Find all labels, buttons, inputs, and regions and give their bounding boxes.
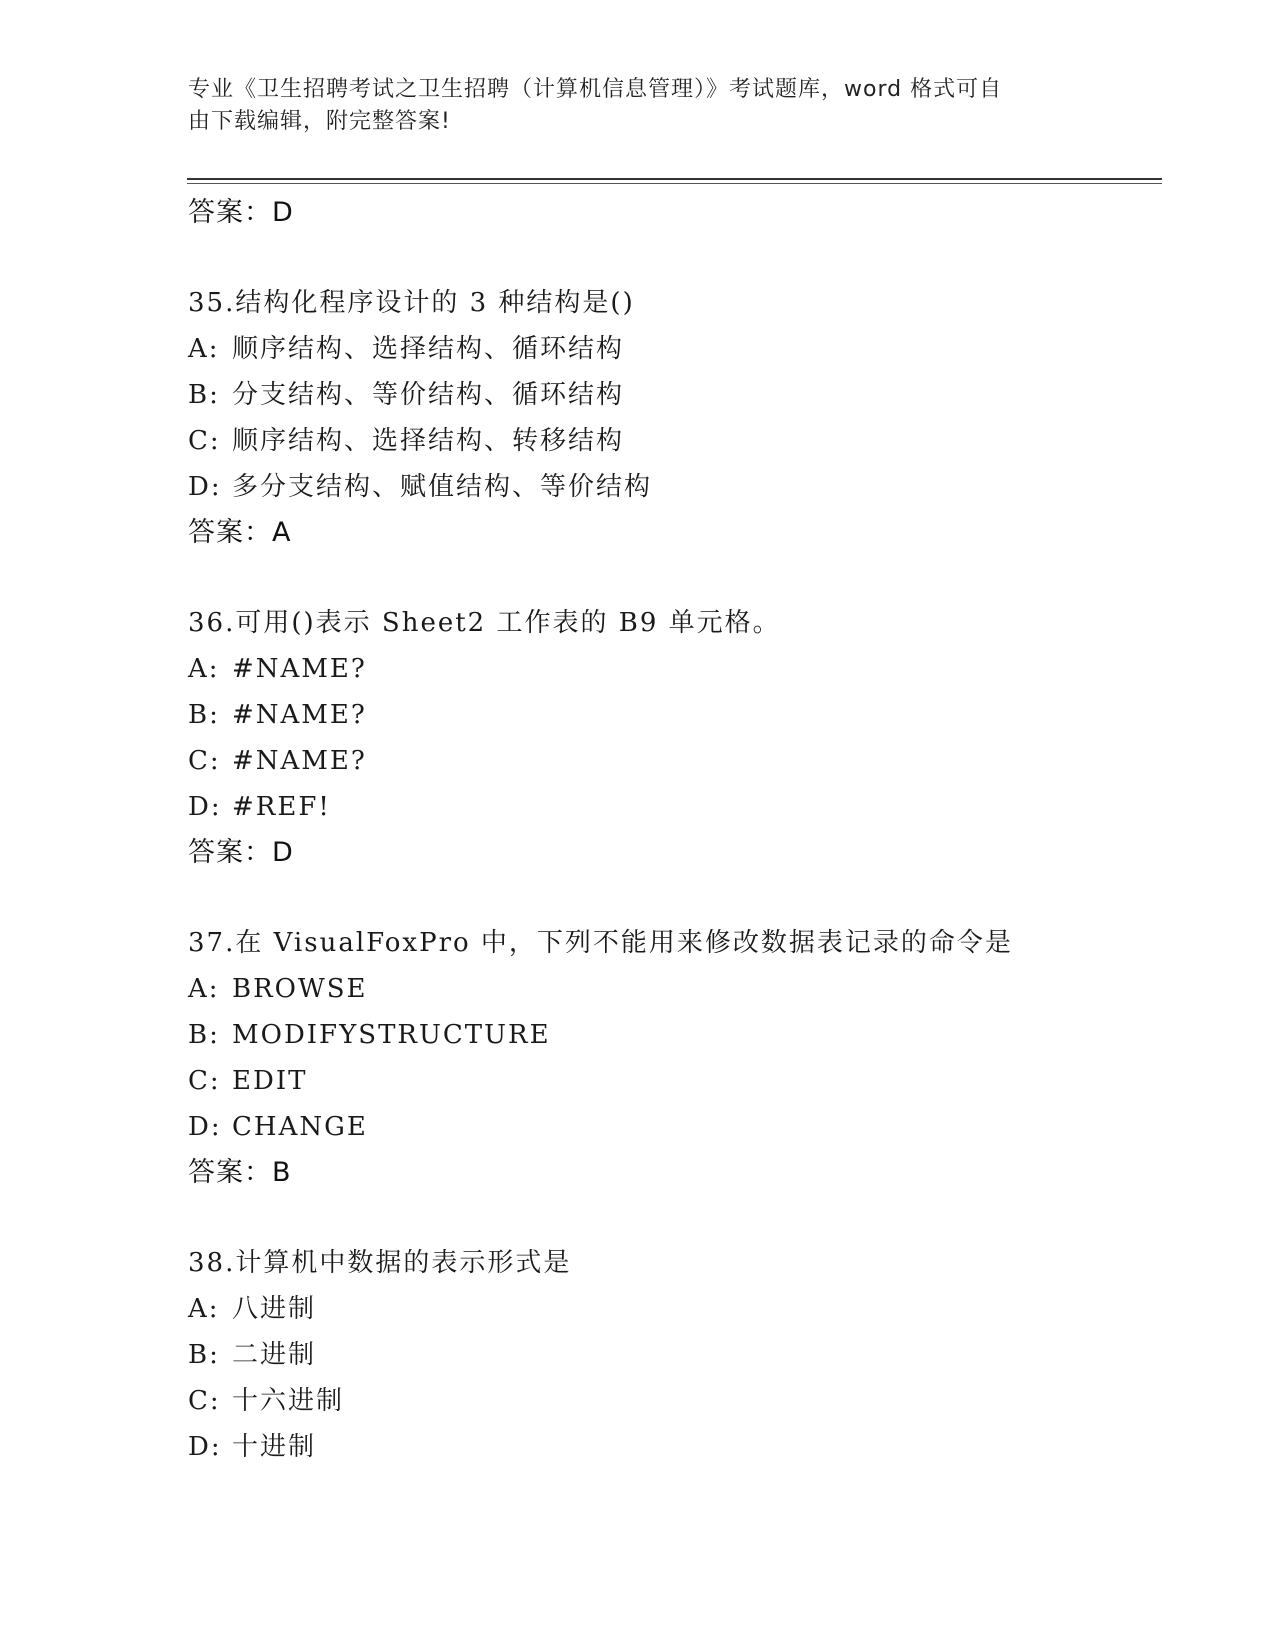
option-a <box>188 1286 1138 1332</box>
option-text: MODIFYSTRUCTURE <box>232 1020 551 1050</box>
answer: 答案：D <box>188 837 294 868</box>
option-prefix: A: <box>188 334 220 364</box>
option-d <box>188 464 1138 510</box>
option-prefix: D: <box>188 1432 222 1462</box>
option-a <box>188 966 1138 1012</box>
option-prefix: C: <box>188 1386 221 1416</box>
answer: 答案：A <box>188 517 292 548</box>
option-b <box>188 692 1138 738</box>
option-text: BROWSE <box>232 974 368 1004</box>
option-d <box>188 1424 1138 1470</box>
option-prefix: C: <box>188 426 221 456</box>
option-text: 顺序结构、选择结构、循环结构 <box>232 334 625 364</box>
option-c <box>188 1378 1138 1424</box>
option-text: 多分支结构、赋值结构、等价结构 <box>232 472 653 502</box>
answer: 答案：B <box>188 1157 292 1188</box>
question-37 <box>188 920 1138 1196</box>
option-text: #NAME? <box>232 654 367 684</box>
option-text: EDIT <box>232 1066 308 1096</box>
option-text: 分支结构、等价结构、循环结构 <box>232 380 625 410</box>
option-text: 顺序结构、选择结构、转移结构 <box>232 426 625 456</box>
option-c <box>188 1058 1138 1104</box>
option-prefix: B: <box>188 380 220 410</box>
question-36 <box>188 600 1138 876</box>
previous-answer: 答案：D <box>188 197 294 228</box>
option-b <box>188 1332 1138 1378</box>
header-divider-thick <box>187 178 1162 180</box>
option-b <box>188 372 1138 418</box>
option-b <box>188 1012 1138 1058</box>
question-35 <box>188 280 1138 556</box>
option-prefix: B: <box>188 1020 220 1050</box>
option-prefix: D: <box>188 472 222 502</box>
option-c <box>188 418 1138 464</box>
option-text: #NAME? <box>232 700 367 730</box>
option-d <box>188 1104 1138 1150</box>
question-list <box>188 190 1138 1470</box>
option-c <box>188 738 1138 784</box>
option-a <box>188 326 1138 372</box>
option-prefix: A: <box>188 974 220 1004</box>
option-prefix: C: <box>188 1066 221 1096</box>
option-text: 十进制 <box>232 1432 317 1462</box>
question-stem: 37.在 VisualFoxPro 中，下列不能用来修改数据表记录的命令是 <box>188 928 1013 958</box>
question-38 <box>188 1240 1138 1470</box>
option-prefix: B: <box>188 700 220 730</box>
option-prefix: D: <box>188 1112 222 1142</box>
option-text: #NAME? <box>232 746 367 776</box>
option-prefix: A: <box>188 654 220 684</box>
option-prefix: D: <box>188 792 222 822</box>
option-prefix: B: <box>188 1340 220 1370</box>
question-stem: 36.可用()表示 Sheet2 工作表的 B9 单元格。 <box>188 608 781 638</box>
option-text: CHANGE <box>232 1112 368 1142</box>
option-prefix: A: <box>188 1294 220 1324</box>
option-text: #REF! <box>232 792 331 822</box>
header-divider-thin <box>187 183 1162 184</box>
option-text: 二进制 <box>232 1340 317 1370</box>
document-header <box>188 74 1068 138</box>
option-a <box>188 646 1138 692</box>
option-d <box>188 784 1138 830</box>
option-prefix: C: <box>188 746 221 776</box>
question-stem: 35.结构化程序设计的 3 种结构是() <box>188 288 635 318</box>
header-line-2: 由下载编辑，附完整答案! <box>188 109 451 134</box>
option-text: 八进制 <box>232 1294 317 1324</box>
header-line-1: 专业《卫生招聘考试之卫生招聘（计算机信息管理）》考试题库，word 格式可自 <box>188 77 1003 102</box>
option-text: 十六进制 <box>232 1386 345 1416</box>
question-stem: 38.计算机中数据的表示形式是 <box>188 1248 572 1278</box>
